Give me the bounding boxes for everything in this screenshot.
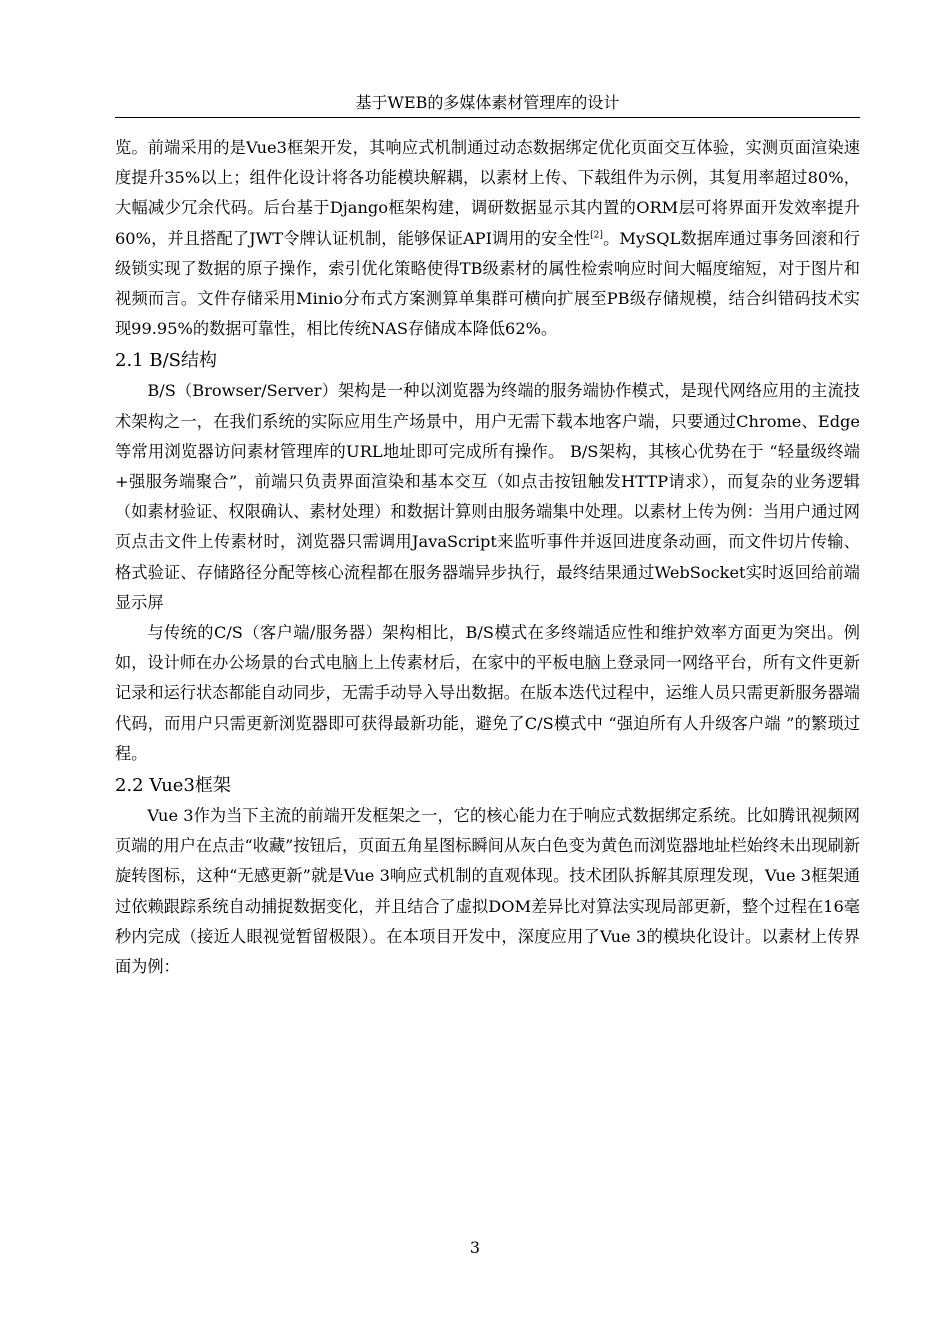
header-title: 基于WEB的多媒体素材管理库的设计 bbox=[355, 93, 620, 112]
intro-paragraph bbox=[115, 133, 860, 344]
section-heading-bs: 2.1 B/S结构 bbox=[115, 350, 217, 372]
bs-paragraph-2: 与传统的C/S（客户端/服务器）架构相比，B/S模式在多终端适应性和维护效率方面更为突出。例如，设计师在办公场景的台式电脑上上传素材后，在家中的平板电脑上登录同一网络平台，所有文件更新记录和运行状态都能自动同步，无需手动导入导出数据。在版本迭代过程中，运维人员只需更新服务器端代码，而用户只需更新浏览器即可获得最新功能，避免了C/S模式中 “强迫所有人升级客户端 ”的繁琐过程。 bbox=[115, 623, 860, 763]
section-heading-vue: 2.2 Vue3框架 bbox=[115, 775, 231, 797]
vue-paragraph-1: Vue 3作为当下主流的前端开发框架之一，它的核心能力在于响应式数据绑定系统。比如腾讯视频网页端的用户在点击“收藏”按钮后，页面五角星图标瞬间从灰白色变为黄色而浏览器地址栏始终未出现刷新旋转图标，这种“无感更新”就是Vue 3响应式机制的直观体现。技术团队拆解其原理发现，Vue 3框架通过依赖跟踪系统自动捕捉数据变化，并且结合了虚拟DOM差异比对算法实现局部更新，整个过程在16毫秒内完成（接近人眼视觉暂留极限）。在本项目开发中，深度应用了Vue 3的模块化设计。以素材上传界面为例： bbox=[115, 806, 860, 977]
intro-text-part-2: 。MySQL数据库通过事务回滚和行级锁实现了数据的原子操作，索引优化策略使得TB级素材的属性检索响应时间大幅度缩短，对于图片和视频而言。文件存储采用Minio分布式方案测算单集群可横向扩展至PB级存储规模，结合纠错码技术实现99.95%的数据可靠性，相比传统NAS存储成本降低62%。 bbox=[115, 228, 860, 339]
intro-text-part-1: 览。前端采用的是Vue3框架开发，其响应式机制通过动态数据绑定优化页面交互体验，实测页面渲染速度提升35%以上；组件化设计将各功能模块解耦，以素材上传、下载组件为示例，其复用率超过80%，大幅减少冗余代码。后台基于Django框架构建，调研数据显示其内置的ORM层可将界面开发效率提升60%，并且搭配了JWT令牌认证机制，能够保证API调用的安全性 bbox=[115, 138, 860, 248]
bs-paragraph-1: B/S（Browser/Server）架构是一种以浏览器为终端的服务端协作模式，是现代网络应用的主流技术架构之一，在我们系统的实际应用生产场景中，用户无需下载本地客户端，只要通过Chrome、Edge等常用浏览器访问素材管理库的URL地址即可完成所有操作。 B/S架构，其核心优势在于 “轻量级终端+强服务端聚合”，前端只负责界面渲染和基本交互（如点击按钮触发HTTP请求），而复杂的业务逻辑（如素材验证、权限确认、素材处理）和数据计算则由服务端集中处理。以素材上传为例：当用户通过网页点击文件上传素材时，浏览器只需调用JavaScript来监听事件并返回进度条动画，而文件切片传输、格式验证、存储路径分配等核心流程都在服务器端异步执行，最终结果通过WebSocket实时返回给前端显示屏 bbox=[115, 381, 860, 612]
page-body bbox=[115, 133, 860, 982]
citation-reference: [2] bbox=[590, 230, 603, 241]
page-header bbox=[115, 93, 860, 118]
page-number: 3 bbox=[469, 1238, 481, 1257]
